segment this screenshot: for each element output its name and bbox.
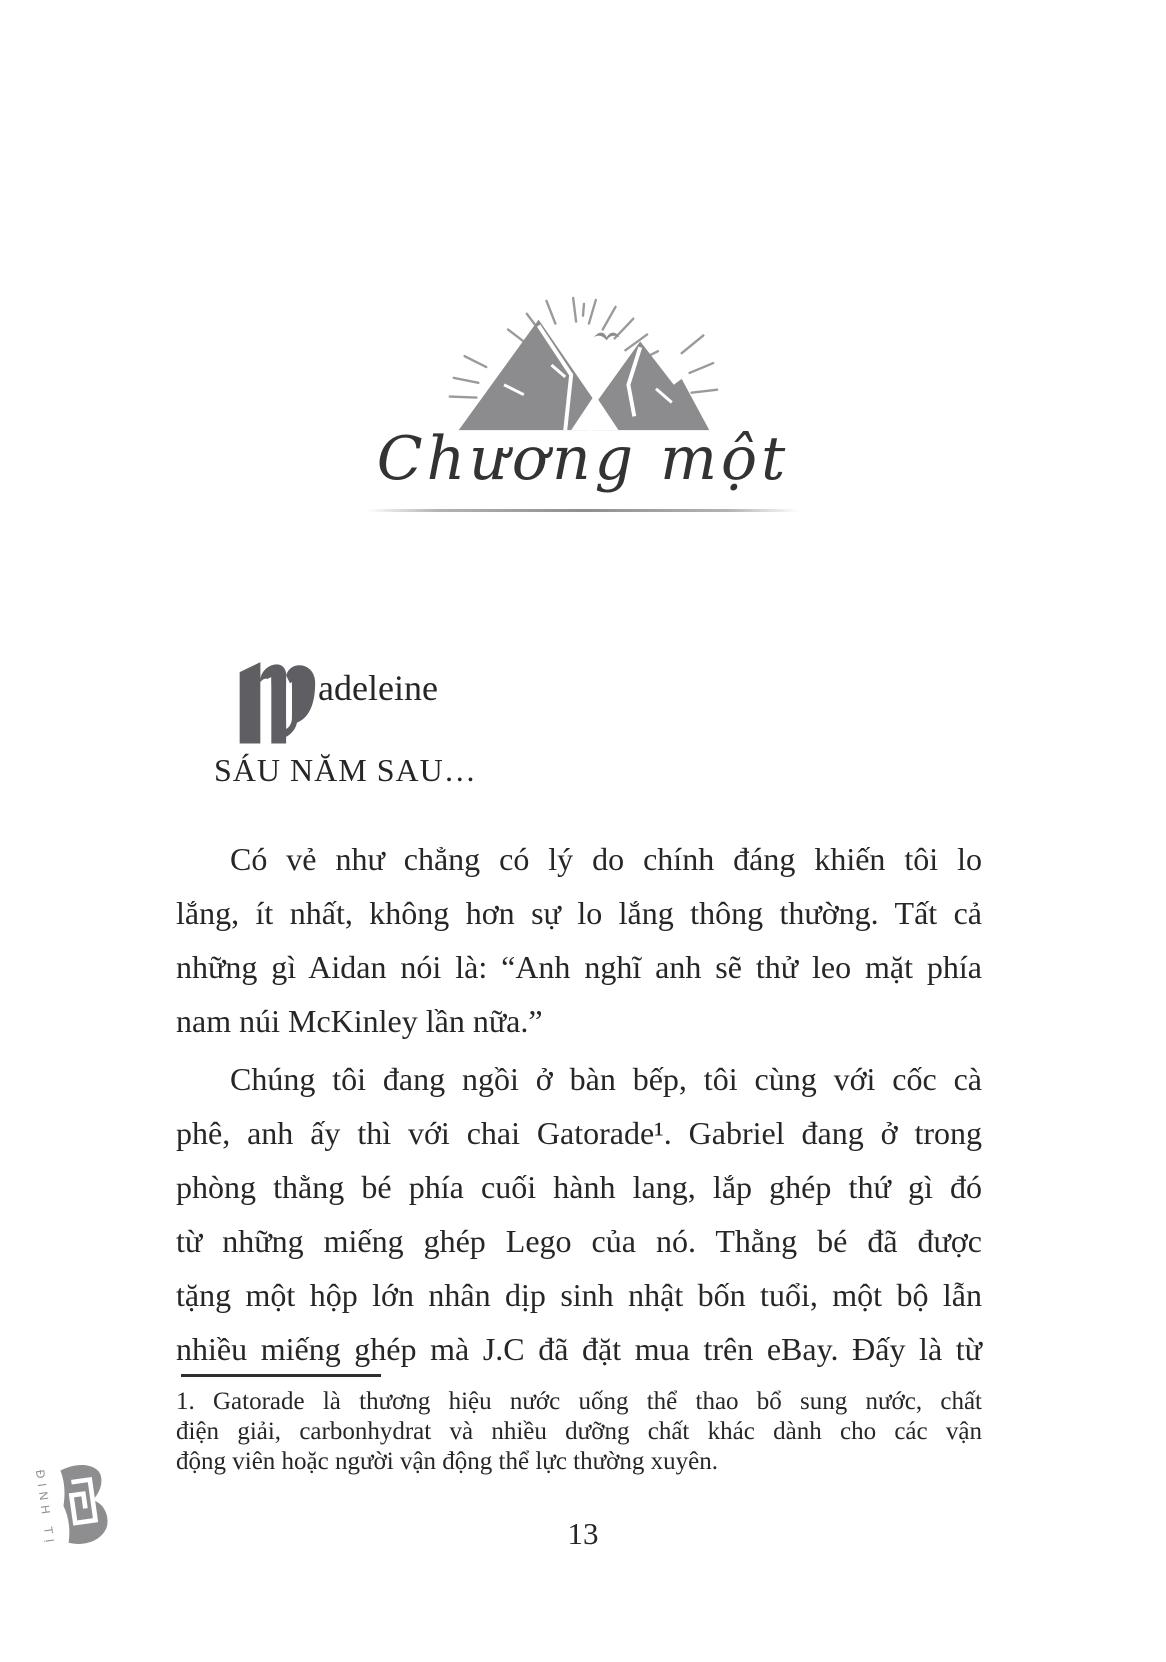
body-line: những gì Aidan nói là: “Anh nghĩ anh sẽ thử leo mặt phía xyxy=(176,949,982,985)
footnote-line: điện giải, carbonhydrat và nhiều dưỡng chất khác dành cho các vận xyxy=(176,1418,982,1445)
body-line: phòng thằng bé phía cuối hành lang, lắp ghép thứ gì đó xyxy=(176,1169,982,1205)
footnote xyxy=(176,1387,982,1477)
footnote-rule xyxy=(181,1374,381,1377)
body-line: Có vẻ như chẳng có lý do chính đáng khiến tôi lo xyxy=(230,841,982,877)
body-line: tặng một hộp lớn nhân dịp sinh nhật bốn tuổi, một bộ lẫn xyxy=(176,1277,982,1313)
narrator-name xyxy=(238,660,438,744)
section-subheading: SÁU NĂM SAU… xyxy=(214,752,477,788)
publisher-name: ĐINH TỊ xyxy=(32,1468,58,1549)
footnote-line: động viên hoặc người vận động thể lực thường xuyên. xyxy=(176,1448,718,1475)
body-line: nhiều miếng ghép mà J.C đã đặt mua trên eBay. Đấy là từ xyxy=(176,1331,982,1367)
body-line: phê, anh ấy thì với chai Gatorade¹. Gabriel đang ở trong xyxy=(176,1115,982,1151)
paragraph-1 xyxy=(176,832,982,1048)
body-line: lắng, ít nhất, không hơn sự lo lắng thông thường. Tất cả xyxy=(176,895,982,931)
paragraph-2 xyxy=(176,1052,982,1376)
body-line: Chúng tôi đang ngồi ở bàn bếp, tôi cùng với cốc cà xyxy=(230,1061,982,1097)
drop-cap-m-icon xyxy=(238,660,316,744)
body-line: từ những miếng ghép Lego của nó. Thằng bé đã được xyxy=(176,1223,982,1259)
page-number: 13 xyxy=(567,1516,599,1551)
mountain-illustration xyxy=(440,294,726,442)
chapter-title: Chương một xyxy=(376,424,790,494)
footnote-line: 1. Gatorade là thương hiệu nước uống thể thao bổ sung nước, chất xyxy=(176,1388,982,1415)
chapter-divider xyxy=(367,509,799,512)
narrator-name-rest: adeleine xyxy=(318,668,438,708)
body-line: nam núi McKinley lần nữa.” xyxy=(176,1003,543,1039)
